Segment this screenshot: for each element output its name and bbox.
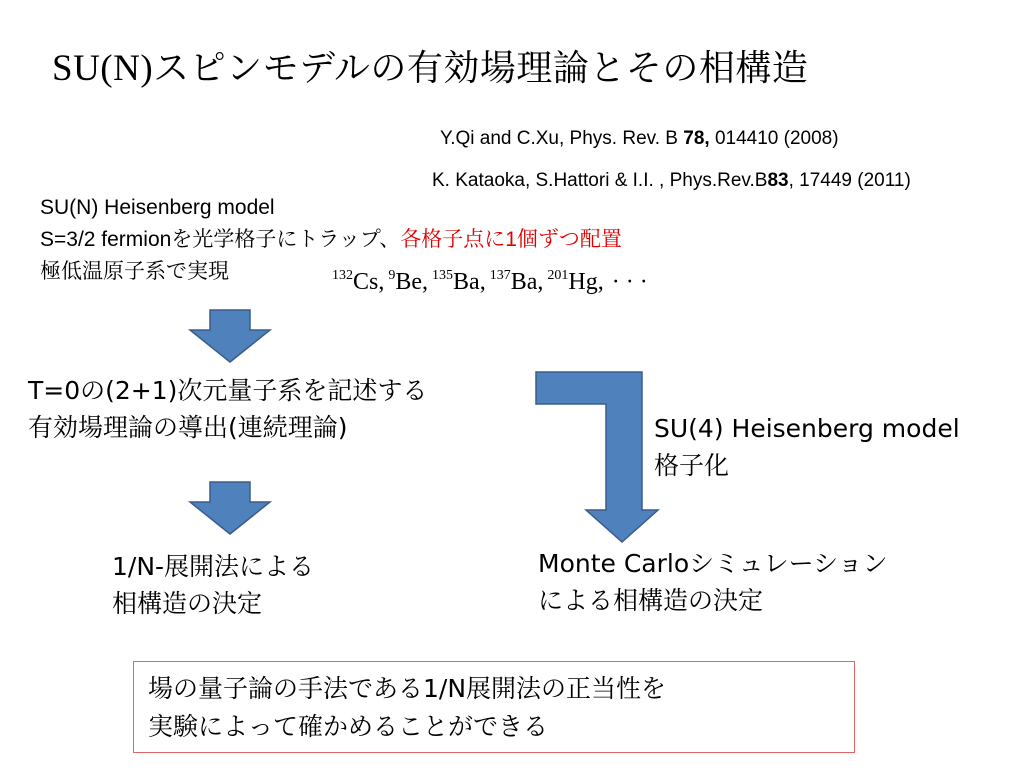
monte-carlo-line-1: Monte Carloシミュレーション <box>538 549 888 578</box>
ref1-citation: Y.Qi and C.Xu, Phys. Rev. B <box>440 128 684 149</box>
conclusion-line-1: 場の量子論の手法である1/N展開法の正当性を <box>148 674 667 703</box>
down-arrow-1 <box>184 308 274 368</box>
ref1-volume: 78, <box>683 128 710 149</box>
down-arrow-2 <box>184 480 274 540</box>
placement-highlight: 各格子点に1個ずつ配置 <box>400 228 622 251</box>
isotope-ellipsis: · · · <box>611 269 648 295</box>
isotope-mass-number: 132 <box>332 268 353 283</box>
model-trap-line <box>40 224 622 256</box>
bent-arrow <box>530 370 660 550</box>
lattice-label: 格子化 <box>654 451 730 480</box>
conclusion-line-2: 実験によって確かめることができる <box>148 712 549 741</box>
isotope-list <box>332 268 648 296</box>
slide-title-latin: SU(N) <box>52 48 154 89</box>
ref2-citation: K. Kataoka, S.Hattori & I.I. , Phys.Rev.B <box>432 170 768 191</box>
isotope-item <box>332 269 384 295</box>
monte-carlo-line-2: による相構造の決定 <box>538 586 764 615</box>
field-theory-derivation <box>28 372 427 446</box>
isotope-item <box>432 269 486 295</box>
down-arrow-2-shape <box>190 482 270 534</box>
isotope-symbol: Hg, <box>568 269 604 295</box>
isotope-symbol: Be, <box>395 269 429 295</box>
reference-kataoka <box>432 170 911 192</box>
large-n-line-1: 1/N-展開法による <box>112 552 315 581</box>
isotope-mass-number: 9 <box>388 268 396 283</box>
isotope-mass-number: 201 <box>547 268 569 283</box>
down-arrow-1-shape <box>190 310 270 362</box>
model-realization: 極低温原子系で実現 <box>40 260 229 283</box>
reference-qi-xu <box>440 128 839 150</box>
slide-title-japanese: スピンモデルの有効場理論とその相構造 <box>153 48 809 89</box>
model-name: SU(N) Heisenberg model <box>40 196 275 219</box>
conclusion-text <box>148 670 666 746</box>
derivation-line-2: 有効場理論の導出(連続理論) <box>28 413 348 442</box>
large-n-result <box>112 548 314 622</box>
bent-arrow-shape <box>536 372 658 542</box>
ref2-volume: 83 <box>767 170 789 191</box>
isotope-item <box>490 269 544 295</box>
trap-text: S=3/2 fermionを光学格子にトラップ、 <box>40 228 401 251</box>
isotope-item <box>547 269 603 295</box>
isotope-mass-number: 137 <box>489 268 511 283</box>
su4-lattice-model <box>654 410 960 484</box>
monte-carlo-result <box>538 545 888 619</box>
isotope-item <box>388 269 428 295</box>
isotope-symbol: Ba, <box>510 269 544 295</box>
ref1-pages: 014410 (2008) <box>709 128 839 149</box>
large-n-line-2: 相構造の決定 <box>112 589 263 618</box>
ref2-pages: , 17449 (2011) <box>788 170 911 191</box>
isotope-symbol: Cs, <box>353 269 385 295</box>
derivation-line-1: T=0の(2+1)次元量子系を記述する <box>28 376 428 405</box>
isotope-symbol: Ba, <box>453 269 486 295</box>
isotope-mass-number: 135 <box>432 268 454 283</box>
slide-title <box>52 40 808 91</box>
su4-model-name: SU(4) Heisenberg model <box>654 414 960 443</box>
